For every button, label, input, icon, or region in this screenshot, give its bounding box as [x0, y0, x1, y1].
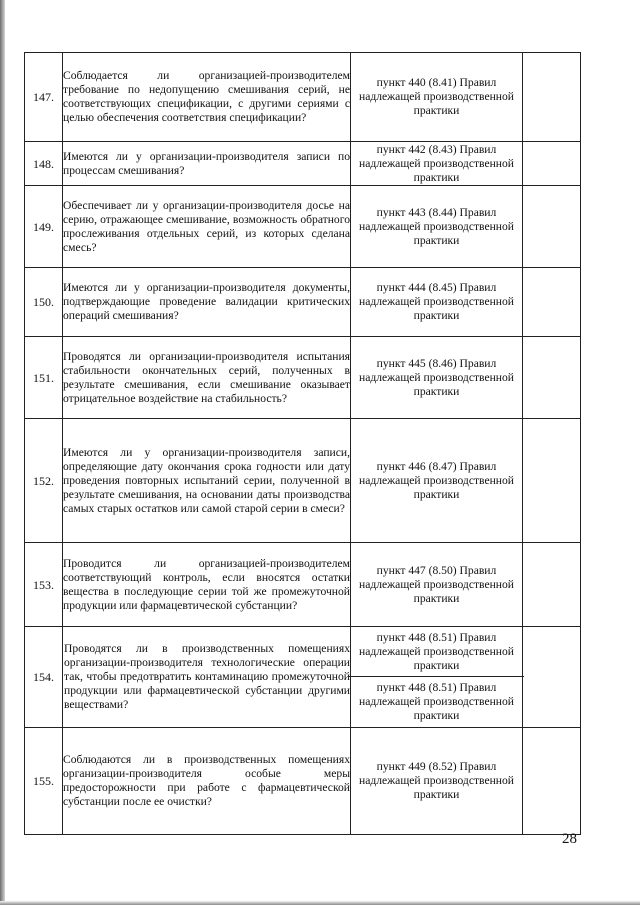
regulation-reference-group	[351, 627, 523, 728]
scan-shadow-bottom	[0, 901, 640, 905]
reference-divider	[349, 676, 524, 677]
table-row	[25, 543, 581, 627]
row-number: 154.	[25, 627, 63, 728]
row-number: 150.	[25, 268, 63, 337]
row-number: 151.	[25, 337, 63, 419]
row-number: 152.	[25, 419, 63, 543]
row-number: 153.	[25, 543, 63, 627]
question-text: Соблюдается ли организацией-производителем требование по недопущению смешивания серий, не соответствующих спецификации, с другими сериями с целью обеспечения соответствия спецификации?	[63, 53, 351, 142]
regulation-reference: пункт 449 (8.52) Правил надлежащей производственной практики	[351, 728, 523, 835]
answer-cell[interactable]	[523, 627, 581, 728]
checklist-table	[24, 52, 581, 835]
table-row	[25, 53, 581, 142]
table-row	[25, 337, 581, 419]
answer-cell[interactable]	[523, 142, 581, 186]
regulation-reference: пункт 444 (8.45) Правил надлежащей производственной практики	[351, 268, 523, 337]
regulation-reference: пункт 448 (8.51) Правил надлежащей производственной практики	[358, 631, 515, 672]
table-row	[25, 728, 581, 835]
table-row	[25, 419, 581, 543]
row-number: 147.	[25, 53, 63, 142]
question-text: Обеспечивает ли у организации-производителя досье на серию, отражающее смешивание, возможность обратного прослеживания отдельных серий, из которых сделана смесь?	[63, 186, 351, 268]
page-number: 28	[562, 831, 577, 847]
question-text: Имеются ли у организации-производителя документы, подтверждающие проведение валидации критических операций смешивания?	[63, 268, 351, 337]
question-text: Проводятся ли в производственных помещениях организации-производителя технологические операции так, чтобы предотвратить контаминацию промежуточной продукции или фармацевтической субстанции другими веществами?	[63, 627, 351, 728]
regulation-reference: пункт 442 (8.43) Правил надлежащей производственной практики	[351, 142, 523, 186]
regulation-reference: пункт 440 (8.41) Правил надлежащей производственной практики	[351, 53, 523, 142]
answer-cell[interactable]	[523, 268, 581, 337]
answer-cell[interactable]	[523, 337, 581, 419]
row-number: 148.	[25, 142, 63, 186]
answer-cell[interactable]	[523, 53, 581, 142]
table-row	[25, 142, 581, 186]
question-text: Имеются ли у организации-производителя записи по процессам смешивания?	[63, 142, 351, 186]
question-text: Соблюдаются ли в производственных помещениях организации-производителя особые меры предосторожности при работе с фармацевтической субстанции после ее очистки?	[63, 728, 351, 835]
regulation-reference: пункт 447 (8.50) Правил надлежащей производственной практики	[351, 543, 523, 627]
answer-cell[interactable]	[523, 186, 581, 268]
question-text: Имеются ли у организации-производителя записи, определяющие дату окончания срока годности или дату проведения повторных испытаний серии, полученной в результате смешивания, на основании даты производства самых старых остатков или самой старой серии в смеси?	[63, 419, 351, 543]
table-row	[25, 186, 581, 268]
regulation-reference: пункт 445 (8.46) Правил надлежащей производственной практики	[351, 337, 523, 419]
table-row	[25, 268, 581, 337]
table-row	[25, 627, 581, 728]
row-number: 149.	[25, 186, 63, 268]
question-text: Проводится ли организацией-производителем соответствующий контроль, если вносятся остатки вещества в последующие серии той же промежуточной продукции или фармацевтической субстанции?	[63, 543, 351, 627]
regulation-reference: пункт 443 (8.44) Правил надлежащей производственной практики	[351, 186, 523, 268]
answer-cell[interactable]	[523, 728, 581, 835]
regulation-reference-duplicate: пункт 448 (8.51) Правил надлежащей производственной практики	[358, 681, 515, 722]
regulation-reference: пункт 446 (8.47) Правил надлежащей производственной практики	[351, 419, 523, 543]
answer-cell[interactable]	[523, 543, 581, 627]
answer-cell[interactable]	[523, 419, 581, 543]
row-number: 155.	[25, 728, 63, 835]
scan-shadow-left	[0, 0, 5, 905]
question-text: Проводятся ли организации-производителя испытания стабильности окончательных серий, полученных в результате смешивания, если смешивание оказывает отрицательное воздействие на стабильность?	[63, 337, 351, 419]
